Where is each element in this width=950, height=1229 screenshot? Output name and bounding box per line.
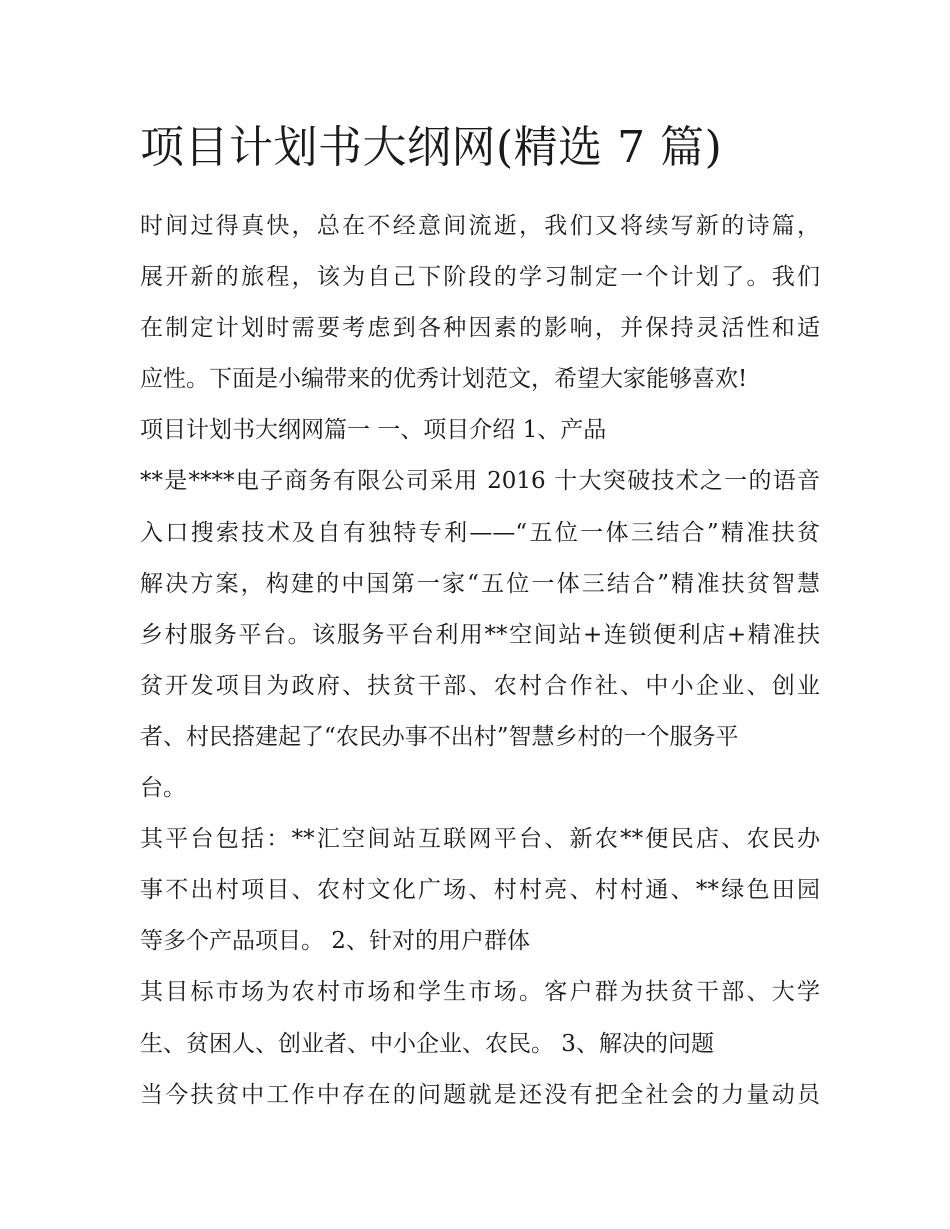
text-line: 时间过得真快，总在不经意间流逝，我们又将续写新的诗篇， [140, 213, 820, 239]
text-line: 事不出村项目、农村文化广场、村村亮、村村通、**绿色田园 [140, 877, 820, 904]
document-body [140, 201, 820, 1121]
text-line: 贫开发项目为政府、扶贫干部、农村合作社、中小企业、创业 [140, 672, 820, 699]
text-line: 展开新的旅程，该为自己下阶段的学习制定一个计划了。我们 [140, 264, 820, 291]
text-line: 在制定计划时需要考虑到各种因素的影响，并保持灵活性和适 [140, 315, 820, 342]
text-line: 乡村服务平台。该服务平台利用**空间站+连锁便利店+精准扶 [140, 621, 820, 648]
text-line: 当今扶贫中工作中存在的问题就是还没有把全社会的力量动员 [140, 1081, 820, 1108]
text-line: 应性。下面是小编带来的优秀计划范文，希望大家能够喜欢! [140, 366, 748, 393]
text-line: 入口搜索技术及自有独特专利——“五位一体三结合”精准扶贫 [140, 519, 820, 546]
text-line: **是****电子商务有限公司采用 2016 十大突破技术之一的语音 [140, 468, 820, 495]
text-line: 项目计划书大纲网篇一 一、项目介绍 1、产品 [140, 417, 607, 444]
text-line: 其平台包括：**汇空间站互联网平台、新农**便民店、农民办 [140, 826, 820, 853]
text-line: 其目标市场为农村市场和学生市场。客户群为扶贫干部、大学 [140, 979, 820, 1006]
document-title: 项目计划书大纲网(精选 7 篇) [140, 122, 723, 173]
text-line: 生、贫困人、创业者、中小企业、农民。 3、解决的问题 [140, 1030, 714, 1057]
text-line: 者、村民搭建起了“农民办事不出村”智慧乡村的一个服务平 [140, 723, 739, 750]
text-line: 台。 [140, 775, 186, 802]
text-line: 等多个产品项目。 2、针对的用户群体 [140, 928, 530, 955]
text-line: 解决方案，构建的中国第一家“五位一体三结合”精准扶贫智慧 [140, 570, 820, 597]
